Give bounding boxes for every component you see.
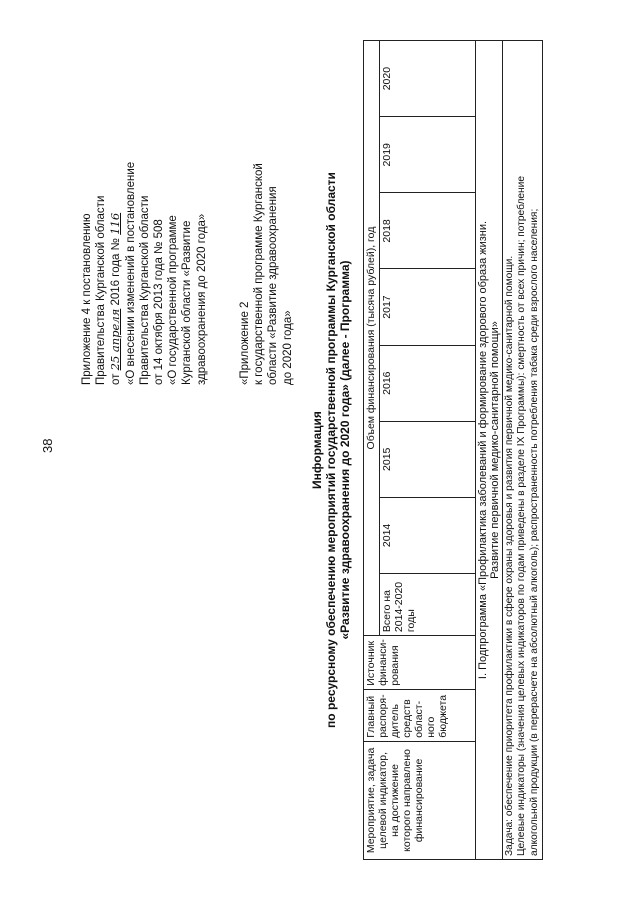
subprogram-row — [476, 41, 503, 860]
subprogram-cell — [476, 41, 503, 860]
header-manager: Главный распоря-дитель средств област-ного бюджета — [364, 689, 476, 741]
handwritten-number: 116 — [108, 212, 123, 235]
appendix-line: «О государственной программе — [167, 215, 180, 385]
appendix-date-mid: 2016 года № — [110, 238, 123, 306]
appendix-line: Приложение 4 к постановлению — [81, 213, 93, 385]
appendix-line: Правительства Курганской области — [138, 195, 151, 385]
appendix-date-line — [108, 5, 123, 385]
header-year: 2019 — [380, 117, 476, 193]
appendix-line: «О внесении изменений в постановление — [124, 161, 137, 385]
subprogram-title: I. Подпрограмма «Профилактика заболеваний и формирование здорового образа жизни. — [477, 220, 489, 680]
appendix2-line: к государственной программе Курганской — [253, 163, 266, 385]
header-year: 2020 — [380, 41, 476, 117]
task-row — [503, 41, 543, 860]
handwritten-date: 25 апреля — [108, 308, 123, 371]
appendix-line: Правительства Курганской области — [95, 195, 108, 385]
task-text: Задача: обеспечение приоритета профилактики в сфере охраны здоровья и развития первичной медико-санитарной помощи. — [504, 255, 515, 856]
appendix-line: здравоохранения до 2020 года» — [195, 213, 208, 385]
appendix2-line: до 2020 года» — [281, 310, 294, 385]
title-line: по ресурсному обеспечению мероприятий государственной программы Курганской области — [324, 172, 338, 728]
indicators-text: Целевые индикаторы (значения целевых индикаторов по годам приведены в разделе IX Программы): смертность от всех причин; потребление — [516, 175, 528, 856]
appendix2-line: «Приложение 2 — [239, 301, 251, 385]
header-volume: Объем финансирования (тысяча рублей), год — [364, 41, 380, 636]
header-year: 2016 — [380, 345, 476, 421]
appendix-date-prefix: от — [110, 373, 123, 385]
financing-table — [363, 40, 543, 860]
header-year: 2018 — [380, 193, 476, 269]
document-title — [310, 55, 352, 845]
appendix-line: от 14 октября 2013 года № 508 — [153, 219, 166, 385]
header-year: 2014 — [380, 497, 476, 573]
page-number: 38 — [40, 438, 55, 453]
appendix2-line: области «Развитие здравоохранения — [267, 186, 280, 385]
subprogram-title: Развитие первичной медико-санитарной помощи» — [489, 321, 501, 579]
task-cell — [503, 41, 543, 860]
header-year: 2015 — [380, 421, 476, 497]
header-year: 2017 — [380, 269, 476, 345]
appendix-header — [80, 5, 209, 385]
title-line: Информация — [310, 411, 324, 489]
appendix-line: Курганской области «Развитие — [181, 220, 194, 385]
header-total: Всего на 2014-2020 годы — [380, 573, 476, 635]
appendix2-header — [238, 5, 295, 385]
title-line: «Развитие здравоохранения до 2020 года» (далее - Программа) — [338, 260, 352, 640]
header-measure: Мероприятие, задача целевой индикатор, на достижение которого направлено финансирование — [364, 741, 476, 859]
indicators-text: алкогольной продукции (в перерасчете на абсолютный алкоголь); распространенность потребления табака среди взрослого населения; — [528, 208, 540, 856]
header-source: Источник финанси-рования — [364, 636, 476, 690]
